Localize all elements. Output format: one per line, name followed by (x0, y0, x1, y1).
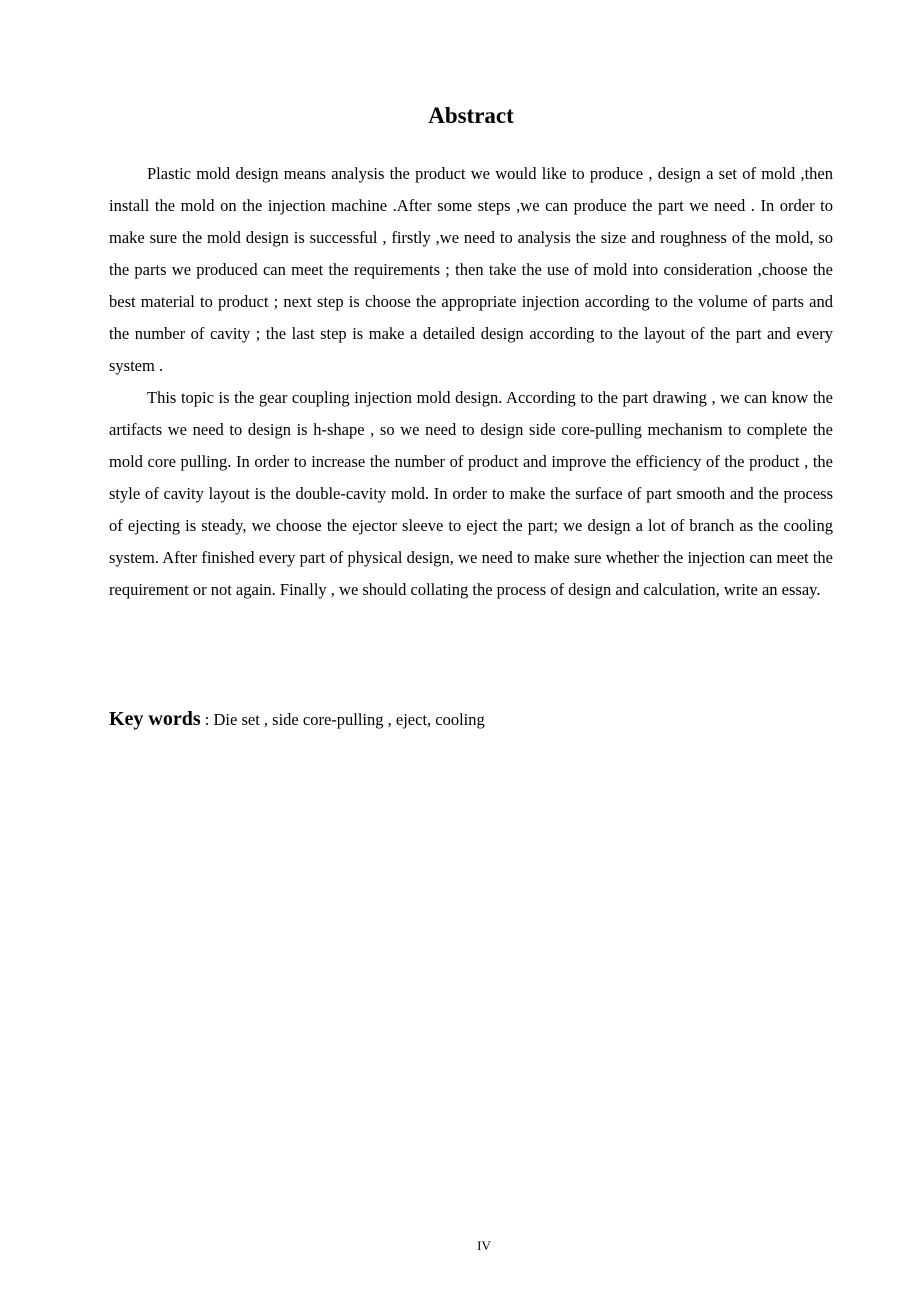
page-number: IV (477, 1238, 491, 1253)
abstract-body (109, 158, 833, 606)
keywords-value: Die set , side core-pulling , eject, cooling (213, 710, 485, 729)
keywords-line (109, 703, 833, 736)
abstract-title: Abstract (428, 103, 514, 128)
abstract-paragraph-2: This topic is the gear coupling injection mold design. According to the part drawing , we can know the artifacts we need to design is h-shape , so we need to design side core-pulling mechanism to complete the mold core pulling. In order to increase the number of product and improve the efficiency of the product , the style of cavity layout is the double-cavity mold. In order to make the surface of part smooth and the process of ejecting is steady, we choose the ejector sleeve to eject the part; we design a lot of branch as the cooling system. After finished every part of physical design, we need to make sure whether the injection can meet the requirement or not again. Finally , we should collating the process of design and calculation, write an essay. (109, 388, 833, 599)
keywords-separator: : (200, 710, 214, 729)
abstract-paragraph-1: Plastic mold design means analysis the product we would like to produce , design a set of mold ,then install the mold on the injection machine .After some steps ,we can produce the part we need . In order to make sure the mold design is successful , firstly ,we need to analysis the size and roughness of the mold, so the parts we produced can meet the requirements ; then take the use of mold into consideration ,choose the best material to product ; next step is choose the appropriate injection according to the volume of parts and the number of cavity ; the last step is make a detailed design according to the layout of the part and every system . (109, 164, 833, 375)
keywords-label: Key words (109, 708, 201, 730)
